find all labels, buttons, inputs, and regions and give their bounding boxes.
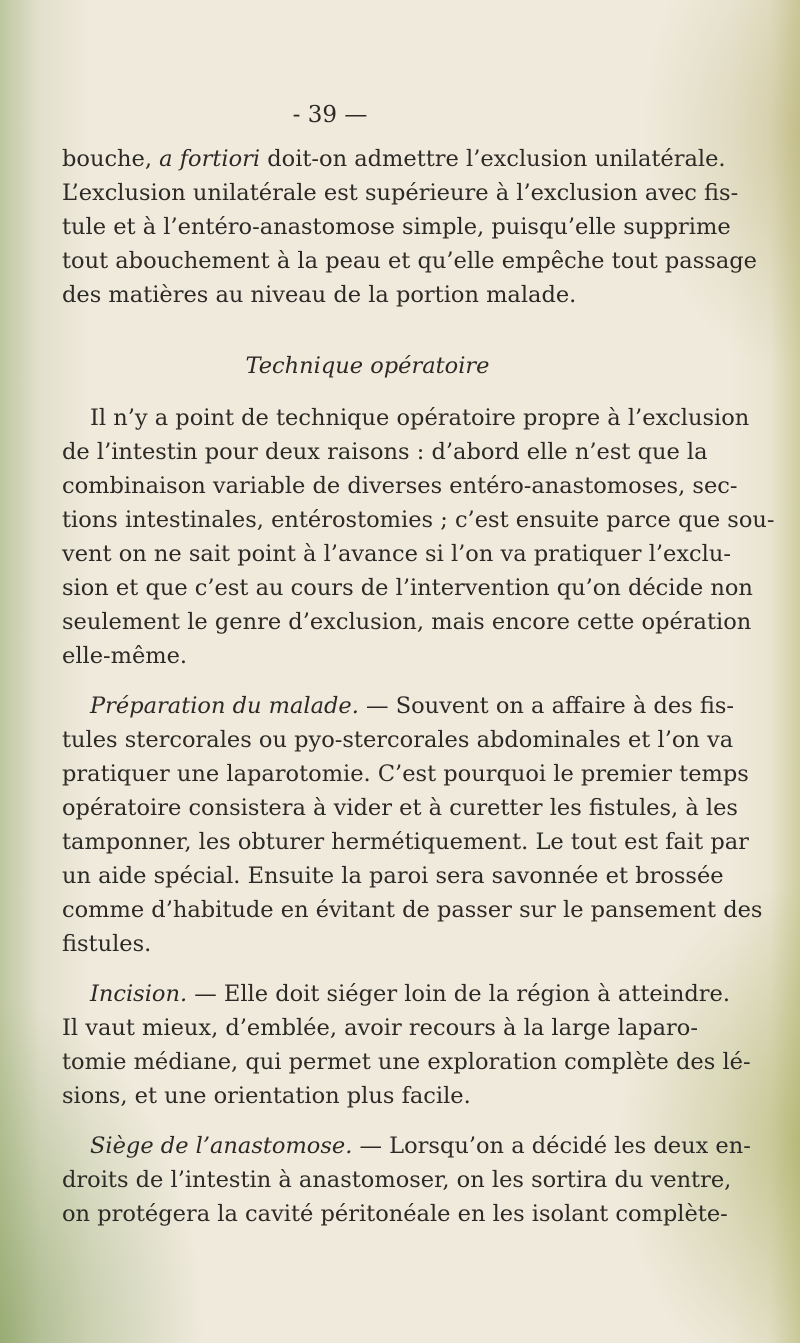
text-line: combinaison variable de diverses entéro-anastomoses, sec- [62, 473, 738, 499]
paragraph-title: Préparation du malade. [90, 693, 359, 719]
text-line: tions intestinales, entérostomies ; c’est ensuite parce que sou- [62, 507, 775, 533]
section-heading: Technique opératoire [245, 353, 490, 379]
text-line: fistules. [62, 931, 152, 957]
text-line: tomie médiane, qui permet une exploration complète des lé- [62, 1049, 751, 1075]
text-line: tout abouchement à la peau et qu’elle empêche tout passage [62, 248, 757, 274]
paragraph-title: Incision. [90, 981, 188, 1007]
text-line: tules stercorales ou pyo-stercorales abdominales et l’on va [62, 727, 734, 753]
text-line: Siège de l’anastomose. — Lorsqu’on a décidé les deux en- [90, 1133, 751, 1159]
text-line: vent on ne sait point à l’avance si l’on va pratiquer l’exclu- [62, 541, 731, 567]
text-line: sion et que c’est au cours de l’intervention qu’on décide non [62, 575, 753, 601]
page-number: - 39 — [292, 102, 368, 128]
text-line: tule et à l’entéro-anastomose simple, puisqu’elle supprime [62, 214, 731, 240]
text-line: un aide spécial. Ensuite la paroi sera savonnée et brossée [62, 863, 724, 889]
text-line: elle-même. [62, 643, 188, 669]
text-line: droits de l’intestin à anastomoser, on les sortira du ventre, [62, 1167, 732, 1193]
text-line: on protégera la cavité péritonéale en les isolant complète- [62, 1201, 728, 1227]
text-line: L’exclusion unilatérale est supérieure à l’exclusion avec fis- [62, 180, 739, 206]
text-line: sions, et une orientation plus facile. [62, 1083, 471, 1109]
text-line: Incision. — Elle doit siéger loin de la région à atteindre. [90, 981, 730, 1007]
text-line: de l’intestin pour deux raisons : d’abord elle n’est que la [62, 439, 708, 465]
text-line: bouche, a fortiori doit-on admettre l’exclusion unilatérale. [62, 146, 726, 172]
text-line: tamponner, les obturer hermétiquement. Le tout est fait par [62, 829, 749, 855]
latin-phrase: a fortiori [159, 146, 261, 172]
text-line: Il n’y a point de technique opératoire propre à l’exclusion [90, 405, 750, 431]
text-line: opératoire consistera à vider et à curetter les fistules, à les [62, 795, 738, 821]
text-line: des matières au niveau de la portion malade. [62, 282, 577, 308]
text-line: pratiquer une laparotomie. C’est pourquoi le premier temps [62, 761, 749, 787]
text-line: seulement le genre d’exclusion, mais encore cette opération [62, 609, 752, 635]
text-line: Préparation du malade. — Souvent on a affaire à des fis- [90, 693, 735, 719]
text-line: comme d’habitude en évitant de passer sur le pansement des [62, 897, 763, 923]
text-line: Il vaut mieux, d’emblée, avoir recours à la large laparo- [62, 1015, 698, 1041]
paragraph-title: Siège de l’anastomose. [90, 1133, 353, 1159]
